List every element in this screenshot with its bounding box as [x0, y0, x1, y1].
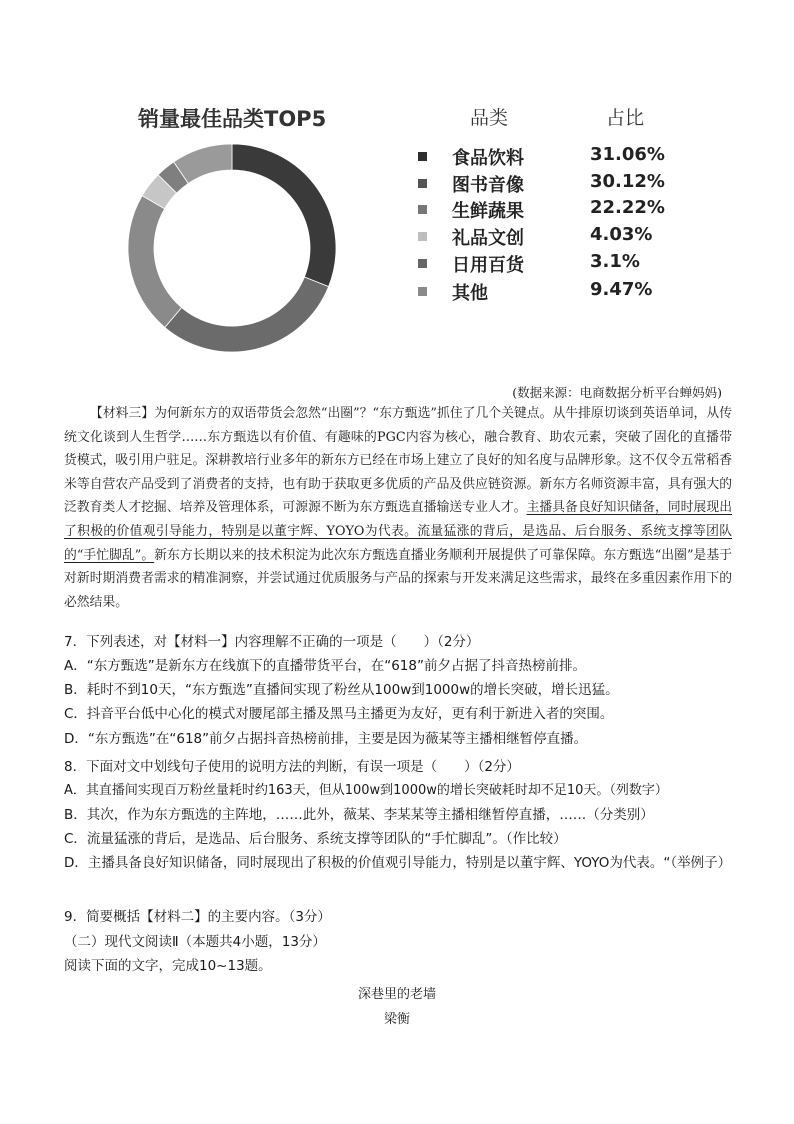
question-7: 7．下列表述，对【材料一】内容理解不正确的一项是（ ）（2分）	[64, 634, 480, 650]
underlined-sentence: 主播具备良好知识储备，同时展现出了积极的价值观引导能力，特别是以董宇辉、YOYO为代表。流量猛涨的背后，是选品、后台服务、系统支撑等团队的“手忙脚乱”。	[64, 500, 733, 563]
legend-item	[418, 197, 678, 223]
legend-item	[418, 251, 678, 277]
legend-item	[418, 171, 678, 197]
article-author: 梁衡	[383, 1012, 410, 1027]
question-8: 8．下面对文中划线句子使用的说明方法的判断，有误一项是（ ）（2分）	[64, 759, 520, 775]
legend-swatch	[418, 152, 427, 161]
article-title: 深巷里的老墙	[357, 987, 436, 1002]
legend-percentage: 3.1%	[590, 251, 640, 272]
data-source-note: (数据来源：电商数据分析平台蝉妈妈)	[512, 385, 722, 400]
legend-swatch	[418, 179, 427, 188]
donut-slice-3	[128, 196, 182, 328]
question-8-option-d: D．主播具备良好知识储备，同时展现出了积极的价值观引导能力，特别是以董宇辉、YOYO为代表。“（举例子）	[64, 855, 732, 871]
section-2-heading: （二）现代文阅读Ⅱ（本题共4小题，13分）	[64, 934, 326, 950]
legend-item	[418, 224, 678, 250]
question-7-option-c: C．抖音平台低中心化的模式对腰尾部主播及黑马主播更为友好，更有利于新进入者的突围。	[64, 706, 614, 722]
legend-category: 图书音像	[452, 175, 524, 196]
question-9: 9．简要概括【材料二】的主要内容。（3分）	[64, 909, 331, 925]
material-3-paragraph	[64, 402, 732, 614]
legend-category: 礼品文创	[452, 228, 524, 249]
legend-item	[418, 279, 678, 305]
legend-item	[418, 144, 678, 170]
donut-chart	[112, 128, 352, 368]
legend-percentage: 9.47%	[590, 279, 653, 300]
question-8-option-c: C．流量猛涨的背后，是选品、后台服务、系统支撑等团队的“手忙脚乱”。（作比较）	[64, 831, 567, 847]
legend-category: 食品饮料	[452, 148, 524, 169]
legend-percentage: 30.12%	[590, 171, 665, 192]
legend-header-category: 品类	[470, 107, 509, 129]
donut-slice-1	[232, 144, 336, 287]
legend-swatch	[418, 259, 427, 268]
question-7-option-b: B．耗时不到10天，“东方甄选”直播间实现了粉丝从100w到1000w的增长突破，增长迅猛。	[64, 682, 619, 698]
legend-percentage: 22.22%	[590, 197, 665, 218]
legend-percentage: 31.06%	[590, 144, 665, 165]
legend-category: 生鲜蔬果	[452, 201, 524, 222]
legend-swatch	[418, 205, 427, 214]
question-7-option-a: A．“东方甄选”是新东方在线旗下的直播带货平台，在“618”前夕占据了抖音热榜前排。	[64, 658, 586, 674]
donut-slice-2	[165, 277, 329, 352]
question-8-option-a: A．其直播间实现百万粉丝量耗时约163天，但从100w到1000w的增长突破耗时却不足10天。（列数字）	[64, 783, 668, 798]
legend-swatch	[418, 287, 427, 296]
question-8-option-b: B．其次，作为东方甄选的主阵地，……此外，薇某、李某某等主播相继暂停直播，……（分类别）	[64, 807, 654, 823]
chart-title: 销量最佳品类TOP5	[138, 107, 327, 131]
material-3-text-1: 【材料三】为何新东方的双语带货会忽然“出圈”？“东方甄选”抓住了几个关键点。从牛排原切谈到英语单词，从传统文化谈到人生哲学……东方甄选以有价值、有趣味的PGC内容为核心，融合教育、助农元素，突破了固化的直播带货模式，吸引用户驻足。深耕教培行业多年的新东方已经在市场上建立了良好的知名度与品牌形象。这不仅令五常稻香米等自营农产品受到了消费者的支持，也有助于获取更多优质的产品及供应链资源。新东方名师资源丰富，具有强大的泛教育类人才挖掘、培养及管理体系，可源源不断为东方甄选直播输送专业人才。	[64, 406, 732, 516]
legend-category: 日用百货	[452, 255, 524, 276]
material-3-text-2: 新东方长期以来的技术积淀为此次东方甄选直播业务顺利开展提供了可靠保障。东方甄选“出圈”是基于对新时期消费者需求的精准洞察，并尝试通过优质服务与产品的探索与开发来满足这些需求，最终在多重因素作用下的必然结果。	[64, 547, 732, 610]
question-7-option-d: D．“东方甄选”在“618”前夕占据抖音热榜前排，主要是因为薇某等主播相继暂停直播。	[64, 731, 588, 747]
legend-swatch	[418, 232, 427, 241]
legend-header-share: 占比	[606, 107, 645, 129]
reading-instruction: 阅读下面的文字，完成10~13题。	[64, 958, 272, 974]
legend-percentage: 4.03%	[590, 224, 653, 245]
legend-category: 其他	[452, 283, 488, 304]
